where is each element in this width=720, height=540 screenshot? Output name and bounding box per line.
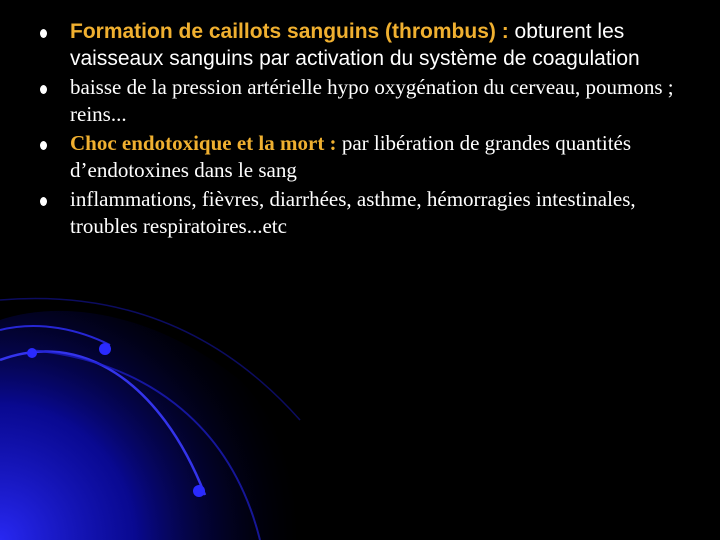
bullet-text: obturent les vaisseaux sanguins par activation du système de coagulation (70, 20, 640, 70)
bullet-highlight: Formation de caillots sanguins (thrombus) : (70, 20, 509, 43)
bullet-highlight: Choc endotoxique et la mort : (70, 131, 337, 155)
bullet-list (40, 18, 680, 242)
list-item (40, 130, 680, 184)
bullet-dot-icon (40, 29, 47, 38)
bullet-dot-icon (40, 141, 47, 150)
list-item (40, 74, 680, 128)
bullet-text: inflammations, fièvres, diarrhées, asthme, hémorragies intestinales, troubles respiratoires...etc (70, 187, 636, 238)
list-item (40, 186, 680, 240)
bullet-dot-icon (40, 85, 47, 94)
bullet-dot-icon (40, 197, 47, 206)
bullet-text: par libération de grandes quantités d’endotoxines dans le sang (70, 131, 632, 182)
list-item (40, 18, 680, 72)
bullet-text: baisse de la pression artérielle hypo oxygénation du cerveau, poumons ; reins... (70, 75, 674, 126)
